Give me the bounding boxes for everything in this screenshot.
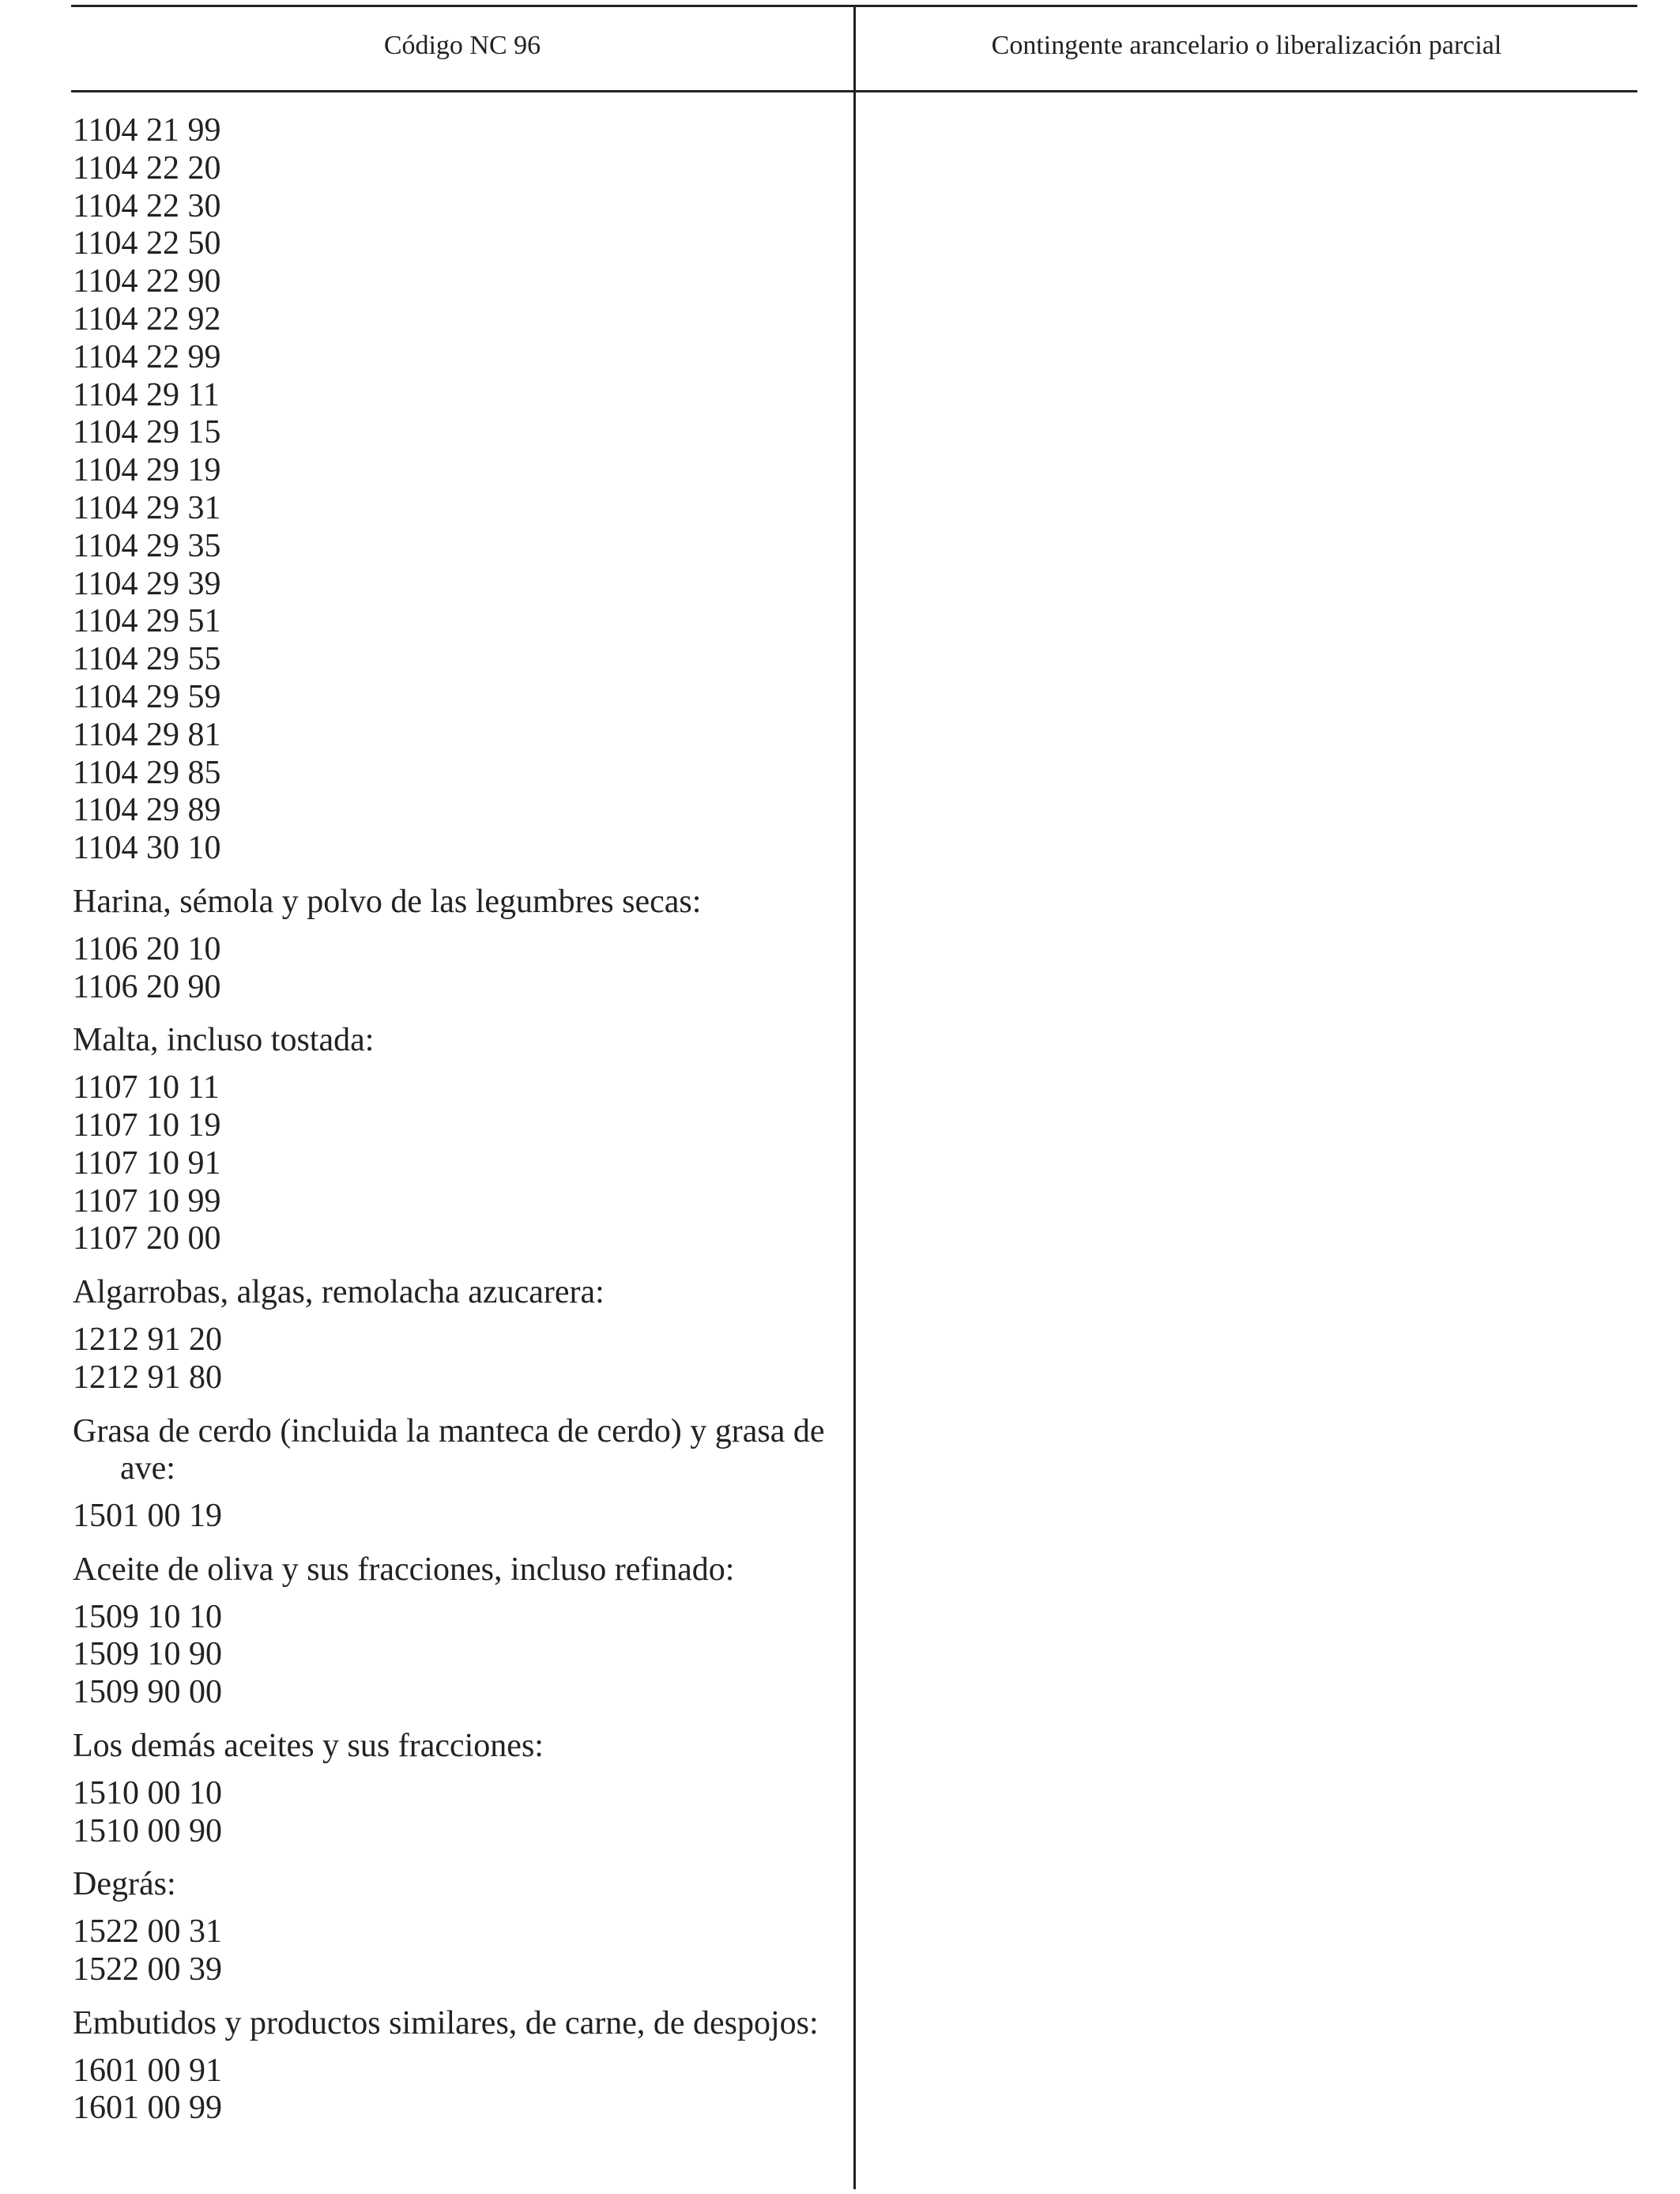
code-row: 1212 91 80 xyxy=(73,1359,222,1396)
code-row: 1601 00 99 xyxy=(73,2090,222,2127)
code-row: 1509 10 90 xyxy=(73,1636,222,1673)
code-row: 1104 22 90 xyxy=(73,263,221,300)
code-row: 1601 00 91 xyxy=(73,2052,222,2089)
group-legumbres xyxy=(73,884,847,1006)
group-description: Algarrobas, algas, remolacha azucarera: xyxy=(73,1274,605,1311)
group-embutidos xyxy=(73,2005,847,2128)
code-row: 1107 10 91 xyxy=(73,1144,221,1182)
code-row: 1104 29 39 xyxy=(73,565,221,602)
code-row: 1104 22 30 xyxy=(73,187,221,224)
code-row: 1104 22 50 xyxy=(73,225,221,262)
group-grasa-cerdo xyxy=(73,1413,847,1536)
group-description: Grasa de cerdo (incluida la manteca de cerdo) y grasa de ave: xyxy=(73,1412,825,1487)
code-row: 1501 00 19 xyxy=(73,1498,222,1535)
code-row: 1104 22 20 xyxy=(73,149,221,187)
header-codigo-nc: Código NC 96 xyxy=(383,31,541,60)
group-description: Degrás: xyxy=(73,1866,176,1903)
code-row: 1107 10 11 xyxy=(73,1069,220,1106)
header-contingente: Contingente arancelario o liberalización parcial xyxy=(991,31,1502,60)
code-row: 1510 00 90 xyxy=(73,1812,222,1849)
initial-code-list xyxy=(73,112,847,868)
code-row: 1107 10 99 xyxy=(73,1182,221,1220)
group-description: Malta, incluso tostada: xyxy=(73,1022,375,1059)
code-row: 1104 29 11 xyxy=(73,376,220,413)
contingente-column xyxy=(856,92,1637,2187)
group-description: Aceite de oliva y sus fracciones, incluso refinado: xyxy=(73,1551,735,1588)
code-row: 1522 00 39 xyxy=(73,1951,222,1989)
code-row: 1509 10 10 xyxy=(73,1598,222,1635)
code-row: 1104 29 55 xyxy=(73,641,221,678)
code-row: 1104 22 99 xyxy=(73,338,221,375)
code-row: 1104 29 31 xyxy=(73,489,221,526)
group-demas-aceites xyxy=(73,1728,847,1850)
group-malta xyxy=(73,1022,847,1258)
group-degras xyxy=(73,1866,847,1989)
code-row: 1212 91 20 xyxy=(73,1321,222,1358)
code-row: 1104 22 92 xyxy=(73,300,221,337)
code-row: 1106 20 10 xyxy=(73,930,221,967)
code-row: 1106 20 90 xyxy=(73,968,221,1005)
code-row: 1104 29 81 xyxy=(73,716,221,753)
code-row: 1104 30 10 xyxy=(73,830,221,867)
code-row: 1104 21 99 xyxy=(73,112,221,149)
code-row: 1104 29 35 xyxy=(73,527,221,564)
code-row: 1104 29 89 xyxy=(73,792,221,829)
code-row: 1104 29 19 xyxy=(73,452,221,489)
code-row: 1104 29 51 xyxy=(73,603,221,640)
group-description: Los demás aceites y sus fracciones: xyxy=(73,1728,544,1765)
codes-column xyxy=(73,112,847,2128)
code-row: 1509 90 00 xyxy=(73,1674,222,1711)
code-row: 1510 00 10 xyxy=(73,1774,222,1811)
group-algarrobas xyxy=(73,1274,847,1397)
group-description: Embutidos y productos similares, de carne, de despojos: xyxy=(73,2004,819,2041)
code-row: 1104 29 85 xyxy=(73,754,221,791)
code-row: 1522 00 31 xyxy=(73,1913,222,1951)
code-row: 1107 20 00 xyxy=(73,1220,221,1257)
code-row: 1107 10 19 xyxy=(73,1106,221,1144)
code-row: 1104 29 15 xyxy=(73,414,221,451)
group-description: Harina, sémola y polvo de las legumbres secas: xyxy=(73,883,702,920)
code-row: 1104 29 59 xyxy=(73,678,221,715)
group-aceite-oliva xyxy=(73,1551,847,1712)
